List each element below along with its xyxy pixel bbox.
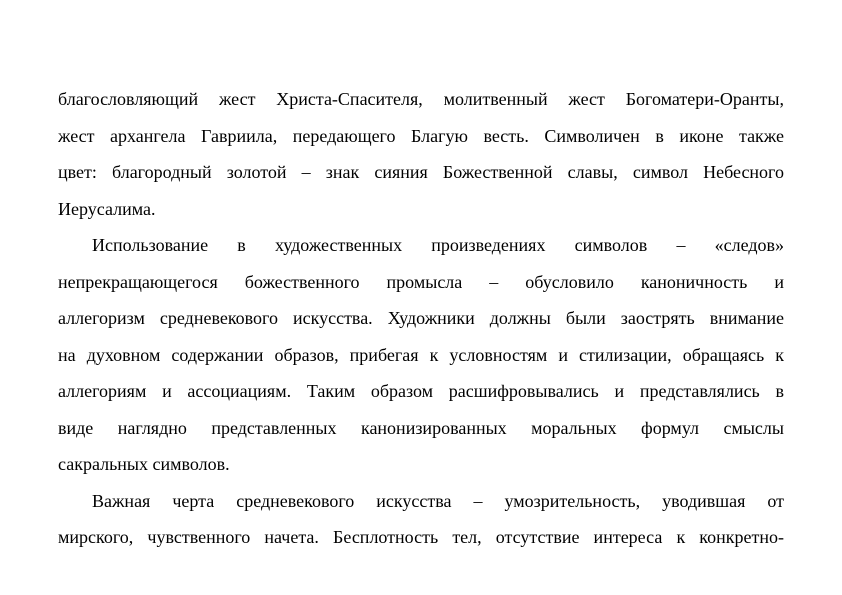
text-line: жест архангела Гавриила, передающего Благую весть. Символичен в иконе также bbox=[58, 125, 784, 146]
text-line: благословляющий жест Христа-Спасителя, молитвенный жест Богоматери-Оранты, bbox=[58, 89, 784, 109]
paragraph-first-line: Важная черта средневекового искусства – умозрительность, уводившая от bbox=[92, 490, 784, 511]
text-line: непрекращающегося божественного промысла – обусловило каноничность и bbox=[58, 271, 784, 292]
document-body-text bbox=[58, 81, 784, 556]
text-line: Иерусалима. bbox=[58, 198, 156, 219]
text-line: цвет: благородный золотой – знак сияния Божественной славы, символ Небесного bbox=[58, 162, 784, 182]
text-line: мирского, чувственного начета. Бесплотность тел, отсутствие интереса к конкретно- bbox=[58, 527, 784, 547]
text-line: сакральных символов. bbox=[58, 454, 230, 474]
text-line: виде наглядно представленных канонизированных моральных формул смыслы bbox=[58, 417, 784, 438]
paragraph-first-line: Использование в художественных произведениях символов – «следов» bbox=[92, 235, 784, 255]
text-line: аллегоризм средневекового искусства. Художники должны были заострять внимание bbox=[58, 308, 784, 328]
text-line: на духовном содержании образов, прибегая к условностям и стилизации, обращаясь к bbox=[58, 344, 784, 365]
text-line: аллегориям и ассоциациям. Таким образом расшифровывались и представлялись в bbox=[58, 381, 784, 401]
